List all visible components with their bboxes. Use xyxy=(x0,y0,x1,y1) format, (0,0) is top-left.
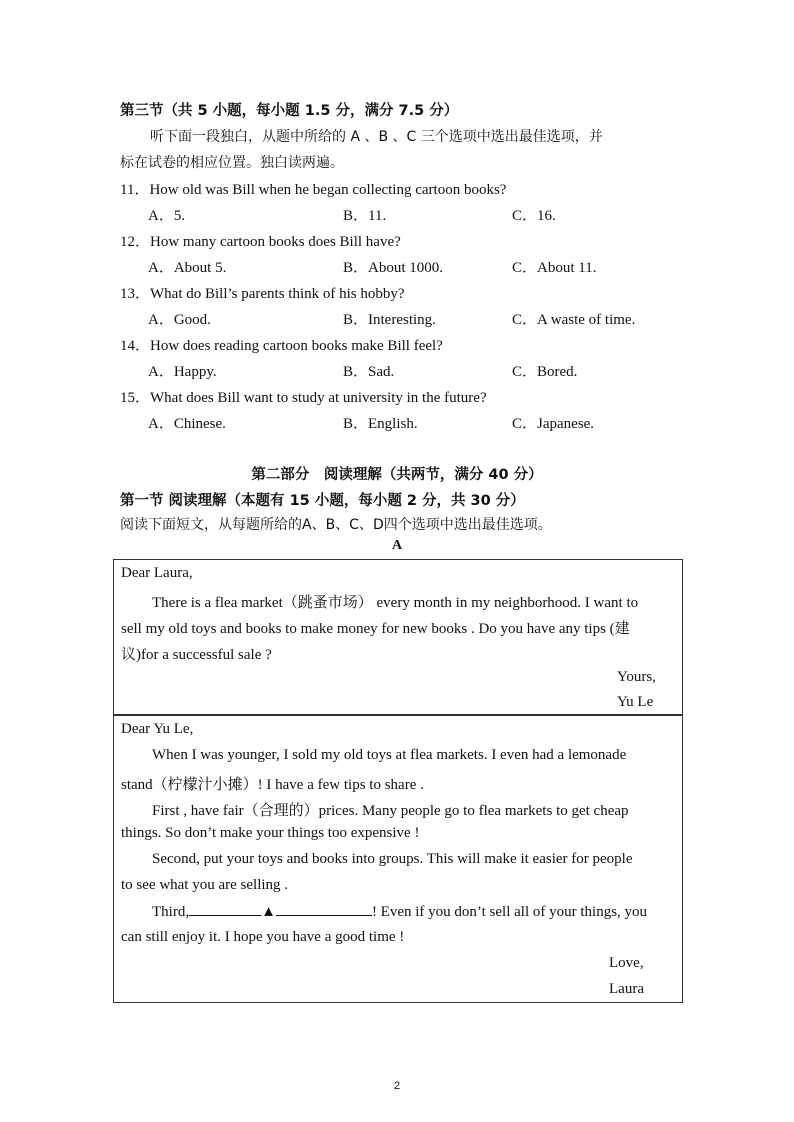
blank-marker-icon: ▲ xyxy=(261,904,276,920)
q15-option-b: B．English. xyxy=(343,416,418,432)
letter2-p4-prefix: Third, xyxy=(152,904,190,920)
section3-heading: 第三节（共 5 小题，每小题 1.5 分，满分 7.5 分） xyxy=(120,103,459,119)
letter2-p3-line1: Second, put your toys and books into groups. This will make it easier for people xyxy=(152,851,633,867)
question-14: 14．How does reading cartoon books make Bill feel? xyxy=(120,338,443,354)
letter1-signature: Yu Le xyxy=(617,694,654,710)
letter-box-yu-le xyxy=(113,559,683,716)
section3-instruction-line1: 听下面一段独白，从题中所给的 A 、B 、C 三个选项中选出最佳选项，并 xyxy=(150,129,603,145)
q14-option-b: B．Sad. xyxy=(343,364,395,380)
q11-option-c: C．16. xyxy=(512,208,556,224)
answer-blank-left xyxy=(189,903,261,916)
letter2-signature: Laura xyxy=(609,981,644,997)
reading-instruction: 阅读下面短文，从每题所给的A、B、C、D四个选项中选出最佳选项。 xyxy=(120,517,552,533)
letter1-closing: Yours, xyxy=(617,669,656,685)
letter1-line3: 议)for a successful sale ? xyxy=(121,647,272,663)
q13-option-b: B．Interesting. xyxy=(343,312,436,328)
letter2-p2-line1: First , have fair（合理的）prices. Many people go to flea markets to get cheap xyxy=(152,803,629,819)
reading-section1-heading: 第一节 阅读理解（本题有 15 小题，每小题 2 分，共 30 分） xyxy=(120,493,525,509)
letter2-p1-line2: stand（柠檬汁小摊）! I have a few tips to share . xyxy=(121,777,424,793)
letter2-p3-line2: to see what you are selling . xyxy=(121,877,289,893)
part2-heading: 第二部分 阅读理解（共两节，满分 40 分） xyxy=(251,467,543,483)
q13-option-a: A．Good. xyxy=(148,312,211,328)
q14-option-c: C．Bored. xyxy=(512,364,578,380)
q13-option-c: C．A waste of time. xyxy=(512,312,636,328)
page-number: 2 xyxy=(393,1080,401,1092)
letter2-p4-line2: can still enjoy it. I hope you have a good time ! xyxy=(121,929,405,945)
q12-option-a: A．About 5. xyxy=(148,260,227,276)
letter1-line2: sell my old toys and books to make money for new books . Do you have any tips (建 xyxy=(121,621,630,637)
question-15: 15．What does Bill want to study at university in the future? xyxy=(120,390,487,406)
question-12: 12．How many cartoon books does Bill have? xyxy=(120,234,401,250)
q11-option-a: A．5. xyxy=(148,208,186,224)
question-13: 13．What do Bill’s parents think of his hobby? xyxy=(120,286,405,302)
q15-option-c: C．Japanese. xyxy=(512,416,595,432)
letter2-closing: Love, xyxy=(609,955,644,971)
letter-box-laura xyxy=(113,714,683,1003)
letter2-p4-suffix: ! Even if you don’t sell all of your things, you xyxy=(371,904,648,920)
question-11: 11．How old was Bill when he began collecting cartoon books? xyxy=(120,182,507,198)
letter2-p4-line1 xyxy=(152,903,647,921)
q11-option-b: B．11. xyxy=(343,208,387,224)
letter1-line1: There is a flea market（跳蚤市场） every month in my neighborhood. I want to xyxy=(152,595,639,611)
answer-blank-right xyxy=(276,903,372,916)
section3-instruction-line2: 标在试卷的相应位置。独白读两遍。 xyxy=(120,155,344,171)
q15-option-a: A．Chinese. xyxy=(148,416,226,432)
q12-option-b: B．About 1000. xyxy=(343,260,444,276)
q14-option-a: A．Happy. xyxy=(148,364,217,380)
letter2-greeting: Dear Yu Le, xyxy=(121,721,194,737)
q12-option-c: C．About 11. xyxy=(512,260,597,276)
letter2-p1-line1: When I was younger, I sold my old toys at flea markets. I even had a lemonade xyxy=(152,747,627,763)
passage-label: A xyxy=(391,538,403,553)
letter1-greeting: Dear Laura, xyxy=(121,565,193,581)
letter2-p2-line2: things. So don’t make your things too expensive ! xyxy=(121,825,420,841)
